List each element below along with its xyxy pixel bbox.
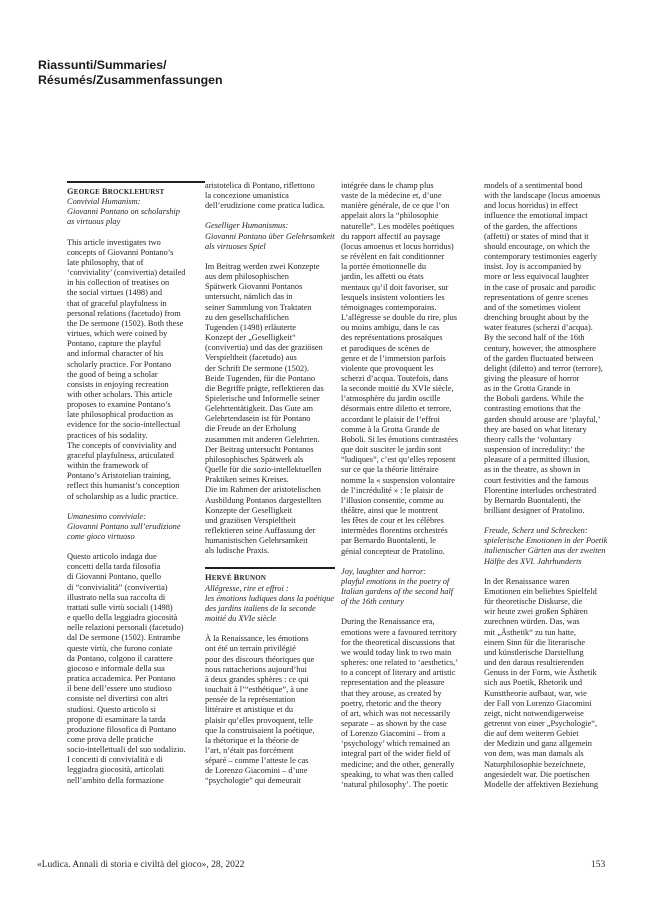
text-line: poetry, rhetoric and the theory	[341, 698, 442, 708]
text-line: by Bernardo Buontalenti, the	[484, 495, 581, 505]
journal-citation: «Ludica. Annali di storia e civiltà del gioco», 28, 2022	[37, 860, 245, 870]
text-line: This article investigates two	[67, 237, 161, 247]
text-line: Gelehrtentätigkeit. Das Gute am	[205, 404, 313, 414]
text-line: evidence for the socio-intellectual	[67, 420, 181, 430]
text-line: garden should arouse are ‘playful,’	[484, 414, 601, 424]
text-line: zusammen mit anderen Gelehrten.	[205, 434, 320, 444]
text-line: Im Beitrag werden zwei Konzepte	[205, 261, 320, 271]
page-number: 153	[591, 860, 606, 870]
text-line: der Fall von Lorenzo Giacomini	[484, 698, 592, 708]
text-line: I concetti di convivialità e di	[67, 755, 163, 765]
text-line: und künstlerische Darstellung	[484, 647, 584, 657]
text-line: À la Renaissance, les émotions	[205, 634, 309, 644]
text-line: und graziösen Verspieltheit	[205, 515, 296, 525]
text-line: lesquels insistent volontiers les	[341, 292, 445, 302]
text-line: einem Sinn für die literarische	[484, 637, 586, 647]
text-line: consiste nel divertirsi con altri	[67, 694, 169, 704]
section-heading-line: Riassunti/Summaries/	[38, 58, 167, 72]
text-line: come prova delle pratiche	[67, 734, 154, 744]
text-line: intermèdes florentins orchestrés	[341, 526, 448, 536]
text-line: naturelle”. Les modèles poétiques	[341, 221, 455, 231]
author-block	[67, 181, 205, 197]
text-line: (convivertia) und das der graziösen	[205, 343, 323, 353]
text-line: Beide Tugenden, für die Pontano	[205, 373, 316, 383]
abstract-paragraph	[341, 181, 476, 557]
text-line: The concepts of conviviality and	[67, 440, 177, 450]
text-line: intégrée dans le champ plus	[341, 181, 434, 190]
text-line: scholarly practice. For Pontano	[67, 359, 172, 369]
translated-title	[341, 567, 476, 608]
text-line: der Schrift De sermone (1502).	[205, 363, 310, 373]
text-line: Der Beitrag untersucht Pontanos	[205, 444, 314, 454]
text-line: and informal character of his	[67, 349, 164, 359]
text-line: “psychologie” qui demeurait	[205, 776, 301, 786]
text-line: pensée de la représentation	[205, 695, 296, 705]
title-line: des jardins italiens de la seconde	[205, 603, 316, 613]
text-line: la rhétorique et la théorie de	[205, 735, 299, 745]
text-line: da Pontano, colgono il carattere	[67, 653, 173, 663]
text-line: zu den gesellschaftlichen	[205, 312, 289, 322]
text-line: more or less equivocal laughter	[484, 272, 589, 282]
text-line: appelait alors la “philosophie	[341, 211, 439, 221]
text-line: zeigt, nicht notwendigerweise	[484, 708, 584, 718]
text-line: as in the Grotta Grande in	[484, 384, 571, 394]
abstract-paragraph	[67, 238, 205, 502]
text-line: jardin, les affetti ou états	[341, 272, 424, 282]
text-line: seiner Sammlung von Traktaten	[205, 302, 312, 312]
text-line: reflektieren seine Auffassung der	[205, 526, 316, 535]
text-line: Spielerische und Informelle seiner	[205, 393, 320, 403]
text-column-2	[205, 181, 335, 787]
article-title	[205, 584, 335, 625]
text-line: nell’ambito della formazione	[67, 775, 164, 785]
text-line: que doit susciter le jardin sont	[341, 445, 442, 455]
title-line: italienischer Gärten aus der zweiten	[484, 546, 606, 556]
text-line: Questo articolo indaga due	[67, 552, 157, 562]
text-line: Quelle für die sozio-intellektuellen	[205, 465, 322, 475]
text-line: in his collection of treatises on	[67, 278, 170, 288]
text-line: consists in enjoying recreation	[67, 379, 169, 389]
text-line: ont été un terrain privilégié	[205, 644, 296, 654]
text-line: with the landscape (locus amoenus	[484, 191, 601, 201]
text-line: dell’erudizione come pratica ludica.	[205, 201, 325, 211]
text-line: within the framework of	[67, 461, 149, 471]
text-line: In der Renaissance waren	[484, 576, 570, 586]
text-line: et parodiques de scènes de	[341, 343, 430, 353]
text-line: humanistischen Gelehrsamkeit	[205, 536, 308, 546]
abstract-paragraph	[341, 617, 476, 790]
text-line: influence the emotional impact	[484, 211, 588, 221]
text-line: scherzi d’acqua. Toutefois, dans	[341, 373, 448, 383]
text-line: representation and the pleasure	[341, 678, 445, 688]
text-line: touchait à l’“esthétique”, à une	[205, 685, 309, 695]
title-line: Allégresse, rire et effroi :	[205, 583, 289, 593]
text-column-4	[484, 181, 614, 790]
text-line: Emotionen ein beliebtes Spielfeld	[484, 586, 597, 596]
title-line: Joy, laughter and horror:	[341, 566, 426, 576]
text-line: du rapport affectif au paysage	[341, 231, 441, 241]
text-line: emotions were a favoured territory	[341, 627, 457, 637]
text-line: Genuss in der Form, wie Ästhetik	[484, 668, 597, 678]
text-line: giving the pleasure of horror	[484, 373, 580, 383]
text-line: the social virtues (1498) and	[67, 288, 162, 298]
text-line: désormais entre diletto et terrore,	[341, 404, 452, 414]
abstract-paragraph	[205, 634, 335, 786]
text-line: comme à la Grotta Grande de	[341, 424, 440, 434]
title-line: Hälfte des XVI. Jahrhunderts	[484, 556, 582, 566]
text-line: proposes to examine Pontano’s	[67, 400, 171, 410]
title-line: playful emotions in the poetry of	[341, 576, 450, 586]
text-line: les fêtes de cour et les célèbres	[341, 516, 444, 526]
title-line: as virtuous play	[67, 217, 121, 227]
text-line: ‘conviviality’ (convivertia) detailed	[67, 268, 186, 278]
text-line: of the garden, the affections	[484, 221, 578, 231]
text-line: als ludische Praxis.	[205, 546, 270, 556]
text-line: der Medizin und ganz allgemein	[484, 739, 592, 749]
section-heading-line: Résumés/Zusammenfassungen	[38, 73, 223, 87]
text-line: violente que provoquent les	[341, 363, 434, 373]
text-line: nomme la « suspension volontaire	[341, 475, 456, 485]
text-line: zurechnen würden. Das, was	[484, 617, 580, 627]
text-line: dal De sermone (1502). Entrambe	[67, 633, 181, 643]
title-line: of the 16th century	[341, 597, 404, 607]
title-line: Convivial Humanism:	[67, 197, 141, 207]
text-line: manière générale, de ce que l’on	[341, 201, 450, 211]
text-line: (affetti) or states of mind that it	[484, 231, 589, 241]
text-line: Praktiken seines Kreises.	[205, 475, 289, 485]
text-line: they are based on what literary	[484, 424, 587, 434]
text-line: and locus horridus) in effect	[484, 201, 578, 211]
abstract-paragraph	[484, 181, 614, 516]
text-line: e quello della leggiadra giocosità	[67, 613, 178, 623]
text-line: sich aus Poetik, Rhetorik und	[484, 678, 583, 688]
text-line: wir heute zwei großen Sphären	[484, 607, 588, 617]
text-line: reflect this humanist’s conception	[67, 481, 180, 491]
text-line: und den daraus resultierenden	[484, 658, 584, 668]
text-line: l’illusion consentie, comme au	[341, 495, 444, 505]
text-line: Spätwerk Giovanni Pontanos	[205, 282, 303, 292]
text-line: practices of his sodality.	[67, 430, 148, 440]
text-line: suspension of incredulity:’ the	[484, 445, 585, 455]
text-line: of art, which was not necessarily	[341, 708, 451, 718]
text-line: delight (diletto) and terror (terrore),	[484, 363, 603, 373]
text-line: that they arouse, as created by	[341, 688, 442, 698]
text-line: nous rattacherions aujourd’hui	[205, 664, 307, 674]
text-line: “ludiques”, c’est qu’elles reposent	[341, 455, 456, 465]
text-line: century, however, the atmosphere	[484, 343, 596, 353]
text-line: trattati sulle virtù sociali (1498)	[67, 602, 173, 612]
text-line: virtues, which were coined by	[67, 329, 168, 339]
text-line: separate – as shown by the case	[341, 718, 447, 728]
text-line: génial concepteur de Pratolino.	[341, 546, 445, 556]
text-line: für theoretische Diskurse, die	[484, 597, 583, 607]
text-line: die Freude an der Erholung	[205, 424, 297, 434]
text-line: des représentations prosaïques	[341, 333, 443, 343]
text-line: que la construisaient la poétique,	[205, 725, 315, 735]
text-line: with other scholars. This article	[67, 389, 173, 399]
abstract-paragraph	[205, 181, 335, 211]
text-line: insist. Joy is accompanied by	[484, 262, 582, 272]
text-line: contrasting emotions that the	[484, 404, 581, 414]
text-line: Pontano’s Aristotelian training,	[67, 471, 172, 481]
text-line: socio-intellettuali del suo sodalizio.	[67, 745, 186, 755]
text-line: Die im Rahmen der aristotelischen	[205, 485, 321, 495]
text-line: témoignages contemporains.	[341, 302, 437, 312]
text-line: representations of genre scenes	[484, 292, 589, 302]
text-line: de Lorenzo Giacomini – d’une	[205, 766, 308, 776]
abstract-paragraph	[205, 262, 335, 557]
text-line: contemporary testimonies eagerly	[484, 252, 598, 262]
text-line: graceful playfulness, articulated	[67, 450, 174, 460]
text-line: Gelehrtendasein ist für Pontano	[205, 414, 311, 424]
author-rule	[67, 181, 205, 183]
text-line: pour des discours théoriques que	[205, 654, 315, 664]
text-line: theory calls the ‘voluntary	[484, 434, 572, 444]
title-line: spielerische Emotionen in der Poetik	[484, 536, 608, 546]
author-rule	[205, 567, 335, 569]
title-line: moitié du XVIe siècle	[205, 614, 277, 624]
text-line: Verspieltheit (facetudo) aus	[205, 353, 297, 363]
text-line: water features (scherzi d’acqua).	[484, 323, 593, 333]
text-line: à deux grandes sphères : ce qui	[205, 674, 309, 684]
text-line: ‘natural philosophy’. The poetic	[341, 779, 449, 789]
text-line: Naturphilosophie bezeichnete,	[484, 759, 586, 769]
text-line: la portée émotionnelle du	[341, 262, 427, 272]
text-line: mentaux qu’il doit favoriser, sur	[341, 282, 449, 292]
text-line: integral part of the wider field of	[341, 749, 451, 759]
text-line: l’atmosphère du jardin oscille	[341, 394, 441, 404]
text-column-1	[67, 181, 205, 786]
text-line: angesiedelt war. Die poetischen	[484, 769, 590, 779]
text-line: die Begriffe prägte, reflektieren das	[205, 383, 324, 393]
text-line: queste virtù, che furono coniate	[67, 643, 173, 653]
text-line: brilliant designer of Pratolino.	[484, 506, 585, 515]
text-line: late philosophy, that of	[67, 257, 144, 267]
translated-title	[484, 526, 614, 567]
abstract-paragraph	[67, 552, 205, 786]
text-line: spheres: one related to ‘aesthetics,’	[341, 658, 458, 668]
text-line: ‘psychology’ which remained an	[341, 739, 450, 749]
text-line: personal relations (facetudo) from	[67, 308, 181, 318]
text-line: that of graceful playfulness in	[67, 298, 167, 308]
text-line: for the theoretical discussions that	[341, 637, 456, 647]
text-line: of scholarship as a ludic practice.	[67, 491, 179, 501]
text-line: se révèlent en fait conditionner	[341, 252, 445, 262]
text-column-3	[341, 181, 476, 790]
text-line: illustrato nella sua raccolta di	[67, 592, 166, 602]
text-line: sur ce que la théorie littéraire	[341, 465, 439, 475]
text-line: di “convivialità” (convivertia)	[67, 582, 168, 592]
text-line: Tugenden (1498) erläuterte	[205, 322, 296, 332]
text-line: court festivities and the famous	[484, 475, 589, 485]
text-line: Konzept der „Geselligkeit“	[205, 333, 296, 343]
text-line: nelle relazioni personali (facetudo)	[67, 623, 184, 633]
text-line: the De sermone (1502). Both these	[67, 318, 184, 328]
text-line: di Giovanni Pontano, quello	[67, 572, 162, 582]
text-line: speaking, to what was then called	[341, 769, 454, 779]
text-line: die auf dem weiteren Gebiet	[484, 729, 579, 739]
title-line: les émotions ludiques dans la poétique	[205, 593, 335, 603]
text-line: L’allégresse se double du rire, plus	[341, 313, 458, 323]
text-line: getrennt von einer „Psychologie“,	[484, 718, 598, 728]
translated-title	[205, 221, 335, 251]
text-line: produzione filosofica di Pontano	[67, 724, 177, 734]
text-line: During the Renaissance era,	[341, 617, 435, 627]
text-line: philosophisches Spätwerk als	[205, 454, 304, 464]
title-line: Giovanni Pontano on scholarship	[67, 207, 180, 217]
text-line: Konzepte der Geselligkeit	[205, 505, 293, 515]
text-line: to a concept of literary and artistic	[341, 668, 456, 678]
text-line: studiosi. Questo articolo si	[67, 704, 156, 714]
text-line: l’art, n’était pas forcément	[205, 745, 294, 755]
text-line: Pontano, capture the playful	[67, 339, 162, 349]
text-line: la concezione umanistica	[205, 191, 289, 201]
text-line: medicine; and the other, generally	[341, 759, 455, 769]
text-line: genre et de l’immersion parfois	[341, 353, 446, 363]
abstract-paragraph	[484, 577, 614, 790]
author-name: GEORGE BROCKLEHURST	[67, 187, 165, 196]
text-line: of the garden fluctuated between	[484, 353, 594, 363]
text-line: de l’incrédulité » : le plaisir de	[341, 485, 444, 495]
text-line: the good of being a scholar	[67, 369, 158, 379]
text-line: ou moins ambigu, dans le cas	[341, 323, 440, 333]
text-line: late philosophical production as	[67, 410, 174, 420]
text-line: should encourage, on which the	[484, 241, 590, 251]
text-line: (locus amoenus et locus horridus)	[341, 241, 454, 251]
text-line: pratica accademica. Per Pontano	[67, 674, 176, 684]
text-line: mit „Ästhetik“ zu tun hatte,	[484, 627, 576, 637]
title-line: Geselliger Humanismus:	[205, 221, 289, 231]
text-line: Kunsttheorie aufbaut, war, wie	[484, 688, 587, 698]
text-line: concepts of Giovanni Pontano’s	[67, 247, 174, 257]
text-line: By the second half of the 16th	[484, 333, 585, 343]
text-line: aristotelica di Pontano, riflettono	[205, 181, 315, 190]
author-name: HERVÉ BRUNON	[205, 573, 267, 583]
text-line: propone di esaminare la tarda	[67, 714, 166, 724]
text-line: we would today link to two main	[341, 647, 452, 657]
text-line: Florentine interludes orchestrated	[484, 485, 597, 495]
text-line: aus dem philosophischen	[205, 272, 289, 282]
text-line: of Lorenzo Giacomini – from a	[341, 729, 446, 739]
text-line: littéraire et artistique et du	[205, 705, 294, 715]
title-line: Italian gardens of the second half	[341, 587, 454, 597]
text-line: von dem, was man damals als	[484, 749, 584, 759]
text-line: il bene dell’essere uno studioso	[67, 684, 172, 694]
text-line: pleasure of a permitted illusion,	[484, 455, 590, 465]
text-line: plaisir qu’elles provoquent, telle	[205, 715, 313, 725]
text-line: la seconde moitié du XVIe siècle,	[341, 384, 454, 394]
title-line: Umanesimo conviviale:	[67, 511, 147, 521]
title-line: Giovanni Pontano sull’erudizione	[67, 521, 181, 531]
title-line: als virtuoses Spiel	[205, 241, 266, 251]
text-line: Modelle der affektiven Beziehung	[484, 779, 599, 789]
text-line: leggiadra giocosità, articolati	[67, 765, 165, 775]
article-title	[67, 197, 205, 227]
text-line: models of a sentimental bond	[484, 181, 583, 190]
text-line: théâtre, ainsi que le montrent	[341, 506, 439, 515]
text-line: vaste de la médecine et, d’une	[341, 191, 442, 201]
text-line: accordant le plaisir de l’effroi	[341, 414, 440, 424]
text-line: séparé – comme l’atteste le cas	[205, 756, 309, 766]
text-line: concetti della tarda filosofia	[67, 562, 161, 572]
text-line: par Bernardo Buontalenti, le	[341, 536, 436, 546]
text-line: the Boboli gardens. While the	[484, 394, 584, 404]
title-line: Freude, Scherz und Schrecken:	[484, 526, 588, 536]
text-line: and of the sometimes violent	[484, 302, 581, 312]
text-line: Ausbildung Pontanos dargestellten	[205, 495, 322, 505]
text-line: untersucht, nämlich das in	[205, 292, 293, 302]
title-line: Giovanni Pontano über Gelehrsamkeit	[205, 231, 335, 241]
author-block	[205, 567, 335, 583]
text-line: Boboli. Si les émotions contrastées	[341, 434, 459, 444]
title-line: come gioco virtuoso	[67, 532, 135, 541]
text-line: drenching brought about by the	[484, 313, 589, 323]
translated-title	[67, 512, 205, 542]
text-line: in the case of prosaic and parodic	[484, 282, 596, 292]
text-line: giocoso e informale della sua	[67, 663, 165, 673]
section-heading	[38, 58, 223, 88]
text-line: as in the theatre, as shown in	[484, 465, 581, 475]
